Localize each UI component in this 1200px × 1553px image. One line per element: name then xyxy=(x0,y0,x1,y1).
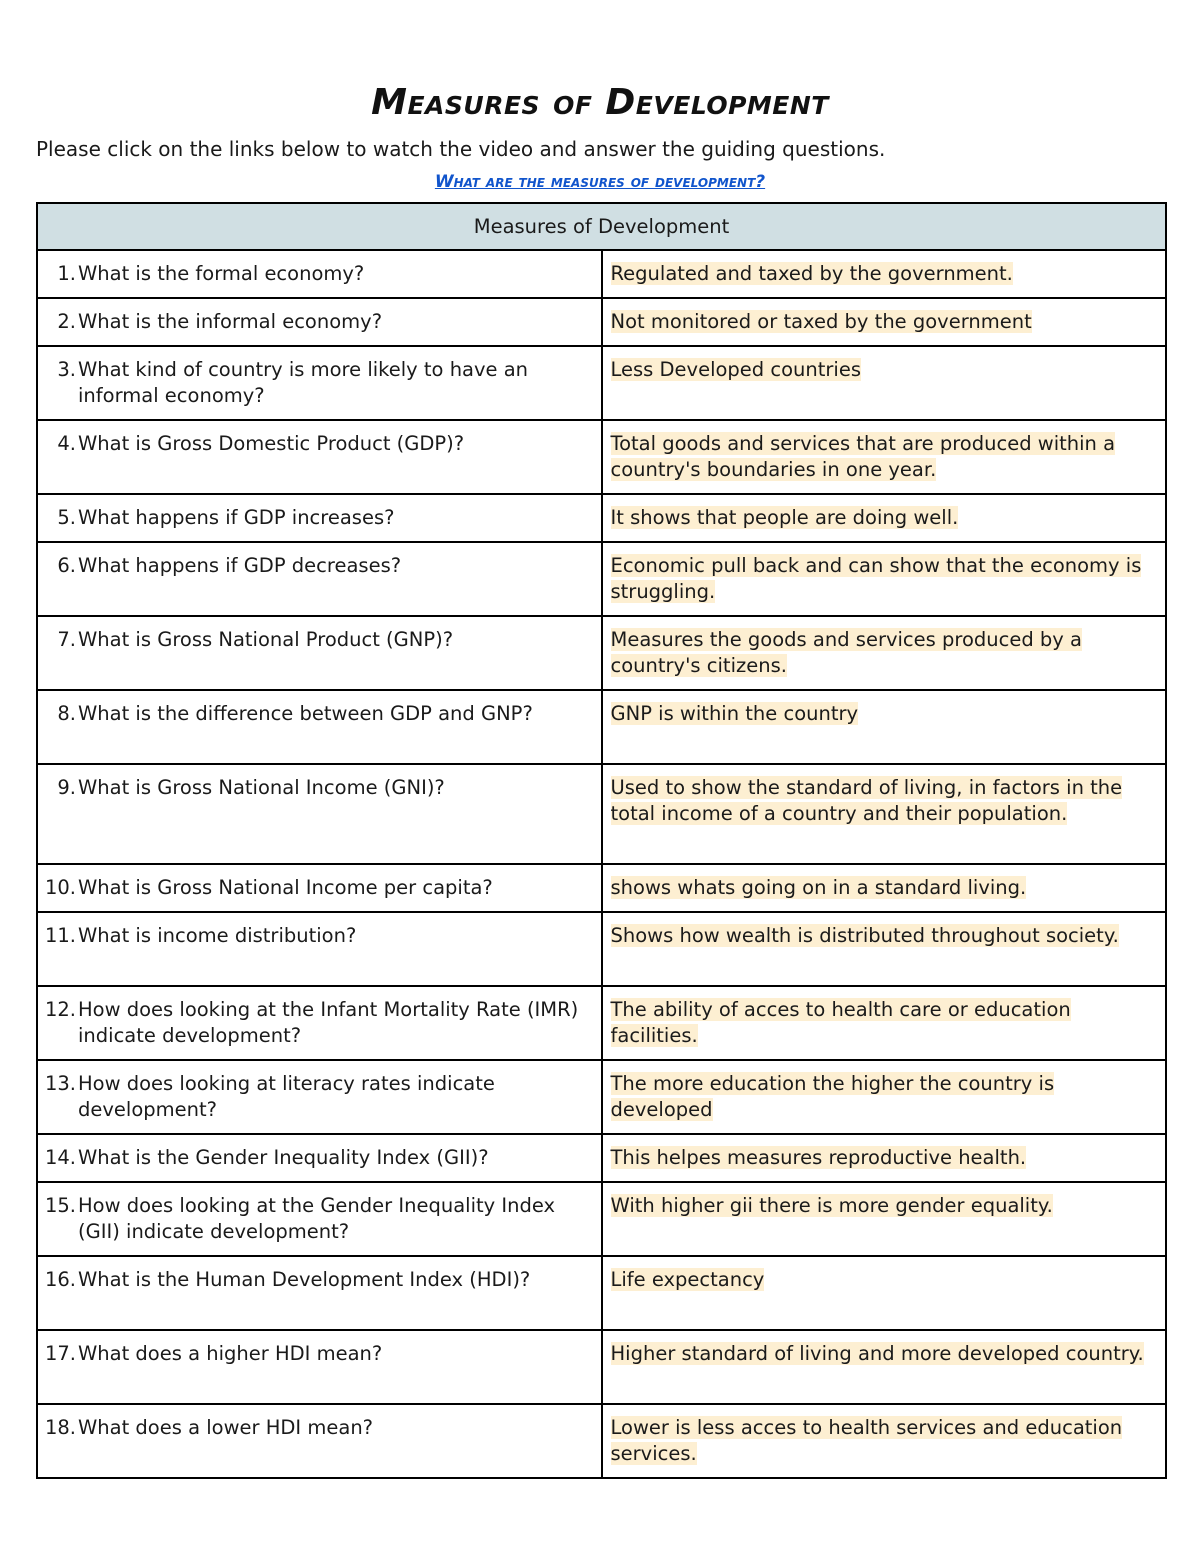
question-cell xyxy=(37,420,602,494)
question-number: 3. xyxy=(57,358,76,381)
table-row xyxy=(37,616,1166,690)
question-number: 7. xyxy=(57,628,76,651)
question-number: 1. xyxy=(57,262,76,285)
table-row xyxy=(37,912,1166,986)
answer-text: GNP is within the country xyxy=(610,702,859,725)
question-text: What is the formal economy? xyxy=(78,262,365,285)
question-text: What happens if GDP decreases? xyxy=(78,554,402,577)
answer-cell[interactable] xyxy=(602,542,1167,616)
table-row xyxy=(37,1134,1166,1182)
table-row xyxy=(37,346,1166,420)
answer-cell[interactable] xyxy=(602,764,1167,864)
question-cell xyxy=(37,494,602,542)
answer-cell[interactable] xyxy=(602,298,1167,346)
answer-cell[interactable] xyxy=(602,346,1167,420)
question-text: What is Gross National Product (GNP)? xyxy=(78,628,454,651)
question-text: What is Gross Domestic Product (GDP)? xyxy=(78,432,465,455)
answer-text: Regulated and taxed by the government. xyxy=(610,262,1013,285)
question-cell xyxy=(37,864,602,912)
answer-text: Higher standard of living and more developed country. xyxy=(610,1342,1144,1365)
answer-text: The ability of acces to health care or education facilities. xyxy=(610,998,1071,1047)
table-row xyxy=(37,690,1166,764)
answer-text: With higher gii there is more gender equality. xyxy=(610,1194,1053,1217)
question-text: How does looking at literacy rates indicate development? xyxy=(78,1072,495,1121)
question-text: What is the difference between GDP and GNP? xyxy=(78,702,533,725)
question-cell xyxy=(37,690,602,764)
answer-text: This helpes measures reproductive health. xyxy=(610,1146,1027,1169)
answer-cell[interactable] xyxy=(602,1060,1167,1134)
table-row xyxy=(37,1182,1166,1256)
answer-text: Life expectancy xyxy=(610,1268,765,1291)
answer-cell[interactable] xyxy=(602,690,1167,764)
question-cell xyxy=(37,1330,602,1404)
question-text: What kind of country is more likely to have an informal economy? xyxy=(78,358,529,407)
question-number: 17. xyxy=(44,1342,76,1365)
question-number: 2. xyxy=(57,310,76,333)
table-header: Measures of Development xyxy=(37,203,1166,250)
question-text: What is the Gender Inequality Index (GII)? xyxy=(78,1146,489,1169)
table-header-row xyxy=(37,203,1166,250)
question-cell xyxy=(37,1060,602,1134)
question-number: 4. xyxy=(57,432,76,455)
question-cell xyxy=(37,1134,602,1182)
answer-cell[interactable] xyxy=(602,1330,1167,1404)
answer-cell[interactable] xyxy=(602,420,1167,494)
question-text: What is income distribution? xyxy=(78,924,357,947)
measures-table xyxy=(36,202,1167,1479)
question-text: What is the informal economy? xyxy=(78,310,383,333)
table-row xyxy=(37,864,1166,912)
question-text: What is Gross National Income (GNI)? xyxy=(78,776,445,799)
question-cell xyxy=(37,542,602,616)
video-link[interactable]: What are the measures of development? xyxy=(434,172,766,192)
table-row xyxy=(37,542,1166,616)
question-text: What does a higher HDI mean? xyxy=(78,1342,383,1365)
table-row xyxy=(37,1330,1166,1404)
question-number: 9. xyxy=(57,776,76,799)
answer-cell[interactable] xyxy=(602,250,1167,298)
answer-text: Lower is less acces to health services and education services. xyxy=(610,1416,1123,1465)
question-number: 18. xyxy=(44,1416,76,1439)
question-cell xyxy=(37,986,602,1060)
question-cell xyxy=(37,616,602,690)
answer-text: Total goods and services that are produced within a country's boundaries in one year. xyxy=(610,432,1116,481)
table-row xyxy=(37,986,1166,1060)
question-number: 5. xyxy=(57,506,76,529)
question-number: 14. xyxy=(44,1146,76,1169)
table-row xyxy=(37,1256,1166,1330)
answer-text: Measures the goods and services produced by a country's citizens. xyxy=(610,628,1082,677)
answer-cell[interactable] xyxy=(602,1404,1167,1478)
answer-cell[interactable] xyxy=(602,494,1167,542)
question-cell xyxy=(37,1256,602,1330)
answer-text: Used to show the standard of living, in factors in the total income of a country and their population. xyxy=(610,776,1123,825)
table-row xyxy=(37,494,1166,542)
question-cell xyxy=(37,912,602,986)
question-cell xyxy=(37,1404,602,1478)
question-text: How does looking at the Gender Inequality Index (GII) indicate development? xyxy=(78,1194,556,1243)
question-number: 13. xyxy=(44,1072,76,1095)
question-number: 8. xyxy=(57,702,76,725)
table-row xyxy=(37,764,1166,864)
answer-cell[interactable] xyxy=(602,864,1167,912)
table-row xyxy=(37,250,1166,298)
table-body xyxy=(37,250,1166,1478)
answer-cell[interactable] xyxy=(602,616,1167,690)
question-text: How does looking at the Infant Mortality Rate (IMR) indicate development? xyxy=(78,998,579,1047)
answer-cell[interactable] xyxy=(602,1256,1167,1330)
question-number: 10. xyxy=(44,876,76,899)
question-text: What does a lower HDI mean? xyxy=(78,1416,374,1439)
question-number: 16. xyxy=(44,1268,76,1291)
answer-text: shows whats going on in a standard living. xyxy=(610,876,1027,899)
table-row xyxy=(37,1404,1166,1478)
question-number: 6. xyxy=(57,554,76,577)
answer-cell[interactable] xyxy=(602,1182,1167,1256)
question-number: 12. xyxy=(44,998,76,1021)
question-text: What happens if GDP increases? xyxy=(78,506,395,529)
question-cell xyxy=(37,346,602,420)
table-row xyxy=(37,420,1166,494)
instructions-text: Please click on the links below to watch the video and answer the guiding questions. xyxy=(36,137,886,161)
answer-text: The more education the higher the country is developed xyxy=(610,1072,1055,1121)
question-text: What is Gross National Income per capita? xyxy=(78,876,493,899)
answer-text: Not monitored or taxed by the government xyxy=(610,310,1032,333)
answer-cell[interactable] xyxy=(602,1134,1167,1182)
table-row xyxy=(37,298,1166,346)
question-cell xyxy=(37,250,602,298)
answer-text: Less Developed countries xyxy=(610,358,861,381)
answer-text: Economic pull back and can show that the economy is struggling. xyxy=(610,554,1142,603)
question-number: 15. xyxy=(44,1194,76,1217)
question-cell xyxy=(37,298,602,346)
answer-text: Shows how wealth is distributed throughout society. xyxy=(610,924,1119,947)
answer-text: It shows that people are doing well. xyxy=(610,506,959,529)
question-number: 11. xyxy=(44,924,76,947)
answer-cell[interactable] xyxy=(602,986,1167,1060)
question-cell xyxy=(37,764,602,864)
question-cell xyxy=(37,1182,602,1256)
question-text: What is the Human Development Index (HDI)? xyxy=(78,1268,531,1291)
answer-cell[interactable] xyxy=(602,912,1167,986)
table-row xyxy=(37,1060,1166,1134)
page-title: Measures of Development xyxy=(371,82,829,123)
